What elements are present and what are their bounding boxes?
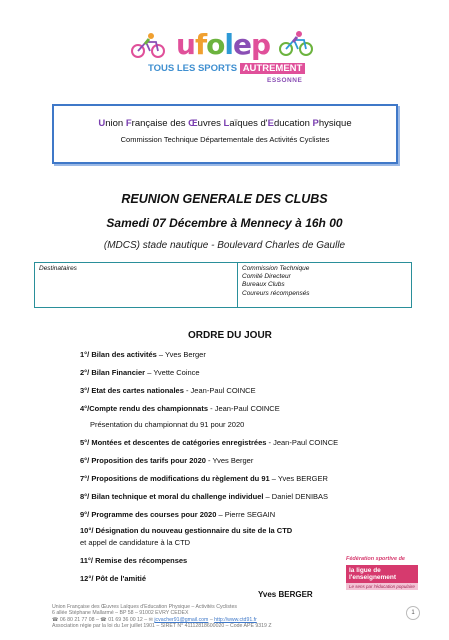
cyclist-right-icon xyxy=(278,30,314,56)
brand-letter-f: f xyxy=(194,28,207,61)
agenda-item: 6°/ Proposition des tarifs pour 2020 - Yves Berger xyxy=(80,456,254,465)
agenda-item: 9°/ Programme des courses pour 2020 – Pierre SEGAIN xyxy=(80,510,276,519)
footer-email-link[interactable]: jcvacher91@gmail.com xyxy=(154,616,209,623)
initial-f: F xyxy=(125,118,132,129)
agenda-item: 4°/Compte rendu des championnats - Jean-Paul COINCE xyxy=(80,404,280,413)
agenda-item: Présentation du championnat du 91 pour 2020 xyxy=(90,420,245,429)
recipient-item: Bureaux Clubs xyxy=(242,281,285,289)
federation-logo xyxy=(346,556,418,590)
footer-line: Association régie par la loi du 1er juillet 1901 – SIRET N° 41112818600020 – Code APE 9319 Z xyxy=(52,623,272,630)
initial-oe: Œ xyxy=(188,118,198,129)
name-part: uvres xyxy=(197,118,224,129)
brand-letter-p: p xyxy=(250,28,271,61)
footer-separator: – xyxy=(208,616,215,623)
footer-line: Union Française des Œuvres Laïques d'Education Physique – Activités Cyclistes xyxy=(52,604,237,610)
signature: Yves BERGER xyxy=(258,590,313,599)
brand-letter-o: o xyxy=(206,28,225,61)
footer-line: 6 allée Stéphane Mallarmé – BP 58 – 91002 EVRY CEDEX xyxy=(52,610,189,617)
meeting-location: (MDCS) stade nautique - Boulevard Charles de Gaulle xyxy=(103,240,346,251)
recipients-table xyxy=(34,262,412,308)
organisation-subtitle: Commission Technique Départementale des Activités Cyclistes xyxy=(120,135,330,144)
federation-box-line: la ligue de xyxy=(349,566,381,574)
brand-letter-e: e xyxy=(232,28,251,61)
brand-letter-l: l xyxy=(224,28,233,61)
meeting-title: REUNION GENERALE DES CLUBS xyxy=(121,192,328,206)
cyclist-left-icon xyxy=(130,32,166,58)
federation-box-line: l'enseignement xyxy=(349,573,397,581)
slogan-right: AUTREMENT xyxy=(240,63,306,74)
footer xyxy=(52,604,272,630)
slogan xyxy=(148,63,305,74)
brand-letter-u: u xyxy=(176,28,195,61)
recipients-label: Destinataires xyxy=(35,263,238,307)
name-part: aïques d' xyxy=(229,118,268,129)
agenda-item: 5°/ Montées et descentes de catégories enregistrées - Jean-Paul COINCE xyxy=(80,438,339,447)
agenda-item: 10°/ Désignation du nouveau gestionnaire du site de la CTD xyxy=(80,526,293,535)
meeting-date: Samedi 07 Décembre à Mennecy à 16h 00 xyxy=(106,216,343,230)
agenda-item: 11°/ Remise des récompenses xyxy=(80,556,188,565)
agenda-item: 1°/ Bilan des activités – Yves Berger xyxy=(80,350,206,359)
initial-l: L xyxy=(223,118,230,129)
federation-box xyxy=(346,565,418,583)
initial-e: E xyxy=(267,118,274,129)
name-part: nion xyxy=(105,118,126,129)
ufolep-logo xyxy=(128,26,328,96)
initial-p: P xyxy=(312,118,319,129)
agenda-item: et appel de candidature à la CTD xyxy=(80,538,191,547)
agenda-item: 12°/ Pôt de l'amitié xyxy=(80,574,147,583)
federation-tagline: Le sens par l'éducation populaire xyxy=(346,583,418,590)
agenda-item: 3°/ Etat des cartes nationales - Jean-Paul COINCE xyxy=(80,386,256,395)
name-part: hysique xyxy=(318,118,352,129)
organisation-name xyxy=(54,118,396,129)
agenda-title: ORDRE DU JOUR xyxy=(188,330,272,341)
federation-top: Fédération sportive de xyxy=(346,556,405,562)
recipient-item: Comité Directeur xyxy=(242,273,291,281)
ufolep-wordmark xyxy=(176,28,270,61)
footer-site-link[interactable]: http://www.ctd91.fr xyxy=(214,616,257,623)
footer-phone: ☎ 06 80 21 77 08 – ☎ 01 69 36 00 12 – ✉ xyxy=(52,616,153,623)
organisation-box xyxy=(52,104,398,164)
agenda-item: 7°/ Propositions de modifications du règlement du 91 – Yves BERGER xyxy=(80,474,328,483)
region-label: ESSONNE xyxy=(267,77,303,84)
agenda-item: 2°/ Bilan Financier – Yvette Coince xyxy=(80,368,200,377)
page-number: 1 xyxy=(406,606,420,620)
recipient-item: Commission Technique xyxy=(242,265,310,272)
agenda-item: 8°/ Bilan technique et moral du challenge individuel – Daniel DENIBAS xyxy=(80,492,329,501)
recipients-list xyxy=(238,263,411,307)
recipient-item: Coureurs récompensés xyxy=(242,289,310,297)
name-part: ducation xyxy=(273,118,313,129)
name-part: rançaise des xyxy=(131,118,189,129)
initial-u: U xyxy=(98,118,106,129)
slogan-left: TOUS LES SPORTS xyxy=(148,63,238,74)
